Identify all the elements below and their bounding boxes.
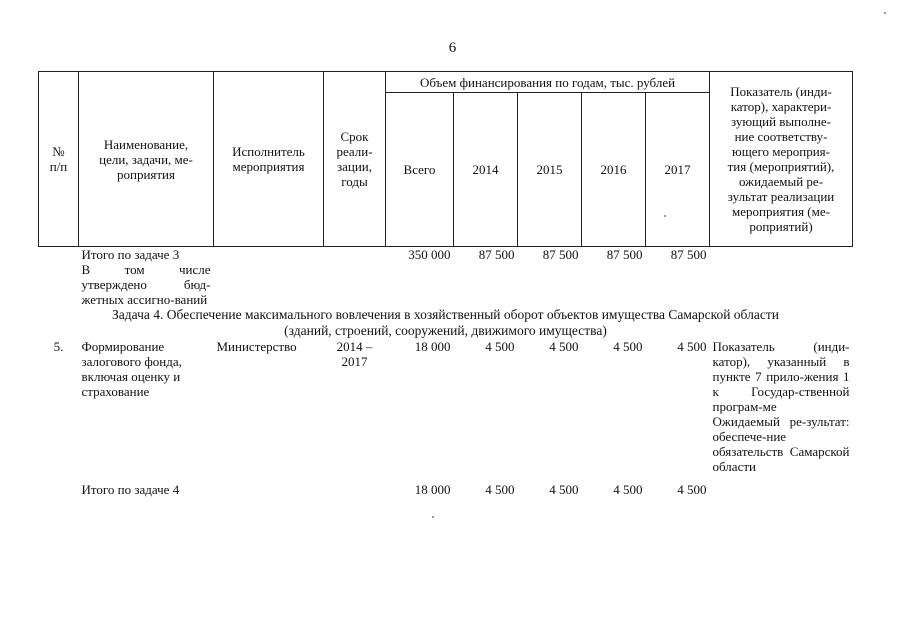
task3-sublabel-row xyxy=(39,262,853,307)
row5-name: Формирование залогового фонда, включая оценку и страхование xyxy=(81,339,182,399)
row5-2014: 4 500 xyxy=(485,339,515,354)
header-term: Срок реали- зации, годы xyxy=(324,72,386,247)
task4-total-value: 18 000 xyxy=(414,482,451,497)
task3-sublabel: В том числе утверждено бюд-жетных ассигно-ваний xyxy=(81,262,211,307)
header-year-2015: 2015 xyxy=(518,93,582,247)
header-indicator: Показатель (инди- катор), характери- зующий выполне- ние соответству- ющего мероприя- тия (мероприятий), ожидаемый ре- зультат реализации мероприятия (ме- роприятий) xyxy=(710,72,853,247)
row5-indicator: Показатель (инди-катор), указанный в пункте 7 прило-жения 1 к Государ-ственной програм-ме xyxy=(712,339,850,414)
task4-heading: Задача 4. Обеспечение максимального вовлечения в хозяйственный оборот объектов имущества Самарской области (зданий, строений, сооружений, движимого имущества) xyxy=(112,307,779,338)
header-total: Всего xyxy=(386,93,454,247)
header-year-2017: 2017 xyxy=(646,93,710,247)
task3-total-label: Итого по задаче 3 xyxy=(81,247,180,262)
header-executor: Исполнитель мероприятия xyxy=(214,72,324,247)
header-financing: Объем финансирования по годам, тыс. рублей xyxy=(386,72,710,93)
row5-2015: 4 500 xyxy=(549,339,579,354)
task3-2015: 87 500 xyxy=(542,247,579,262)
task4-heading-row xyxy=(39,307,853,339)
row5-2017: 4 500 xyxy=(677,339,707,354)
scan-speck xyxy=(884,12,886,14)
row5-executor: Министерство xyxy=(216,339,297,354)
row5-term: 2014 – 2017 xyxy=(336,339,373,369)
task4-2016: 4 500 xyxy=(613,482,643,497)
header-name: Наименование, цели, задачи, ме- роприятия xyxy=(79,72,214,247)
row5-result: Ожидаемый ре-зультат: обеспече-ние обязательств Самарской области xyxy=(712,414,850,474)
task4-2017: 4 500 xyxy=(677,482,707,497)
row-5 xyxy=(39,339,853,474)
task4-total-label: Итого по задаче 4 xyxy=(81,482,180,497)
task3-total-row xyxy=(39,247,853,263)
program-table xyxy=(38,71,853,497)
header-year-2016: 2016 xyxy=(582,93,646,247)
task3-total-value: 350 000 xyxy=(408,247,451,262)
row5-num: 5. xyxy=(53,339,64,354)
row5-2016: 4 500 xyxy=(613,339,643,354)
task4-total-row xyxy=(39,482,853,497)
task3-2016: 87 500 xyxy=(606,247,643,262)
task4-2014: 4 500 xyxy=(485,482,515,497)
task3-2017: 87 500 xyxy=(670,247,707,262)
scan-speck xyxy=(664,215,666,217)
scan-speck xyxy=(432,516,434,518)
task3-2014: 87 500 xyxy=(478,247,515,262)
header-num: № п/п xyxy=(39,72,79,247)
task4-2015: 4 500 xyxy=(549,482,579,497)
page-number: 6 xyxy=(448,40,457,56)
row5-total: 18 000 xyxy=(414,339,451,354)
header-year-2014: 2014 xyxy=(454,93,518,247)
